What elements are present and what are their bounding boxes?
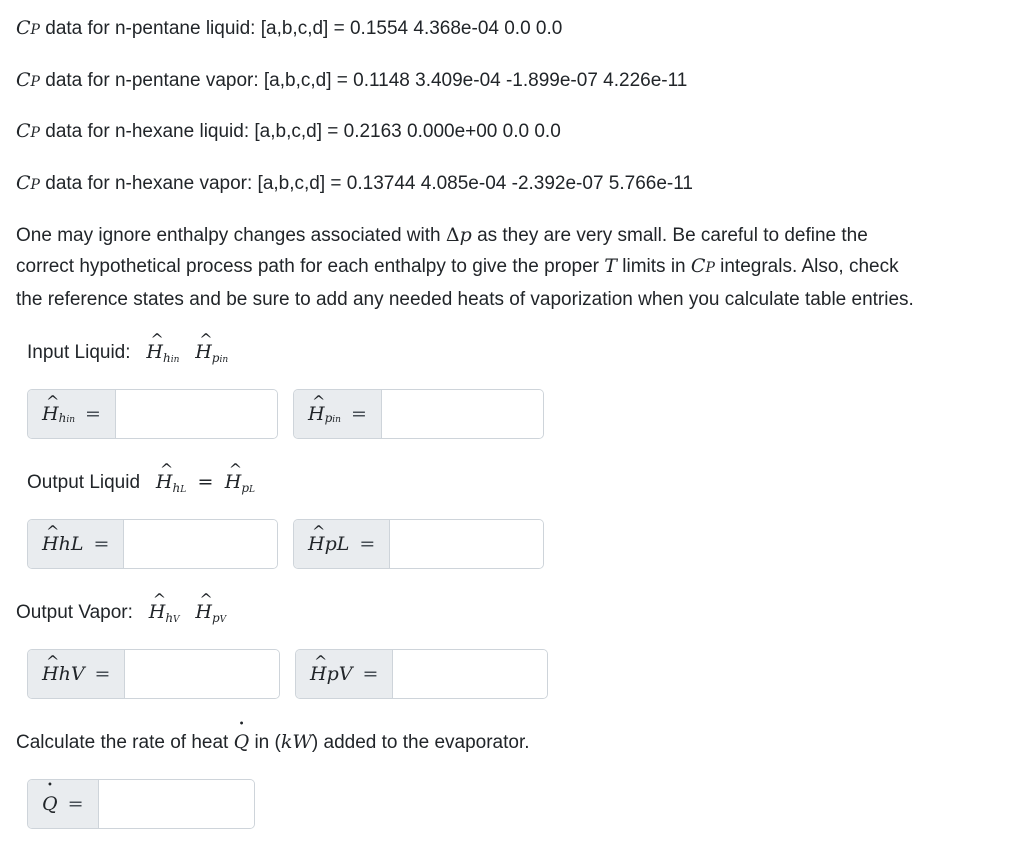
- output-liquid-heading: Output Liquid ^ $H_{hL}$ = ^ $H_{pL}$: [27, 473, 255, 492]
- h-pl-label: ^ H pL =: [294, 520, 390, 568]
- h-hv-label: ^ H hV =: [28, 650, 125, 698]
- cp-symbol: CP: [16, 69, 40, 91]
- h-hin-input[interactable]: [116, 390, 278, 438]
- h-hin-field-group: [27, 389, 278, 439]
- cp-symbol: CP: [690, 255, 715, 277]
- q-dot-field-group: [27, 779, 255, 829]
- h-hl-field-group: [27, 519, 278, 569]
- h-pv-input[interactable]: [393, 650, 548, 698]
- h-pl-field-group: [293, 519, 544, 569]
- cp-symbol: CP: [16, 17, 40, 39]
- cp-line-hexane-vapor: [16, 174, 693, 193]
- h-hv-input[interactable]: [125, 650, 280, 698]
- cp-line-hexane-liquid: [16, 122, 561, 141]
- h-pin-label: ^ H pin =: [294, 390, 382, 438]
- cp-line-text: data for n-hexane vapor: [a,b,c,d] = 0.13744 4.085e-04 -2.392e-07 5.766e-11: [45, 173, 693, 194]
- t-symbol: T: [604, 255, 617, 277]
- cp-symbol: CP: [16, 172, 40, 194]
- instruction-line-3: the reference states and be sure to add any needed heats of vaporization when you calculate table entries.: [16, 289, 914, 310]
- h-pin-input[interactable]: [382, 390, 544, 438]
- output-vapor-heading: Output Vapor: ^ $H_{hV}$ ^ $H_{pV}$: [16, 603, 226, 622]
- cp-line-pentane-vapor: [16, 71, 687, 90]
- instruction-line-1: One may ignore enthalpy changes associated with Δp as they are very small. Be careful to define the: [16, 224, 868, 246]
- cp-line-text: data for n-pentane liquid: [a,b,c,d] = 0.1554 4.368e-04 0.0 0.0: [45, 18, 563, 39]
- kw-unit: kW: [280, 731, 312, 753]
- cp-line-text: data for n-pentane vapor: [a,b,c,d] = 0.1148 3.409e-04 -1.899e-07 4.226e-11: [45, 70, 688, 91]
- q-dot-label: • Q =: [28, 780, 99, 828]
- h-hin-label: ^ H hin =: [28, 390, 116, 438]
- h-pv-field-group: [295, 649, 548, 699]
- delta-p-symbol: Δ: [445, 224, 460, 246]
- instruction-line-2: correct hypothetical process path for each enthalpy to give the proper T limits in CP integrals. Also, check: [16, 255, 899, 277]
- h-hl-input[interactable]: [124, 520, 278, 568]
- h-pin-field-group: [293, 389, 544, 439]
- h-pv-label: ^ H pV =: [296, 650, 393, 698]
- q-dot-symbol: • Q: [234, 733, 250, 752]
- h-hv-field-group: [27, 649, 280, 699]
- instruction-paragraph: [16, 220, 1016, 315]
- h-hl-label: ^ H hL =: [28, 520, 124, 568]
- heat-question: Calculate the rate of heat • Q in (kW) added to the evaporator.: [16, 733, 530, 752]
- h-pl-input[interactable]: [390, 520, 544, 568]
- q-dot-input[interactable]: [99, 780, 256, 828]
- cp-line-pentane-liquid: [16, 19, 562, 38]
- cp-symbol: CP: [16, 120, 40, 142]
- cp-line-text: data for n-hexane liquid: [a,b,c,d] = 0.2163 0.000e+00 0.0 0.0: [45, 121, 561, 142]
- input-liquid-heading: Input Liquid: ^ $H_{hin}$ ^ $H_{pin}$: [27, 343, 228, 362]
